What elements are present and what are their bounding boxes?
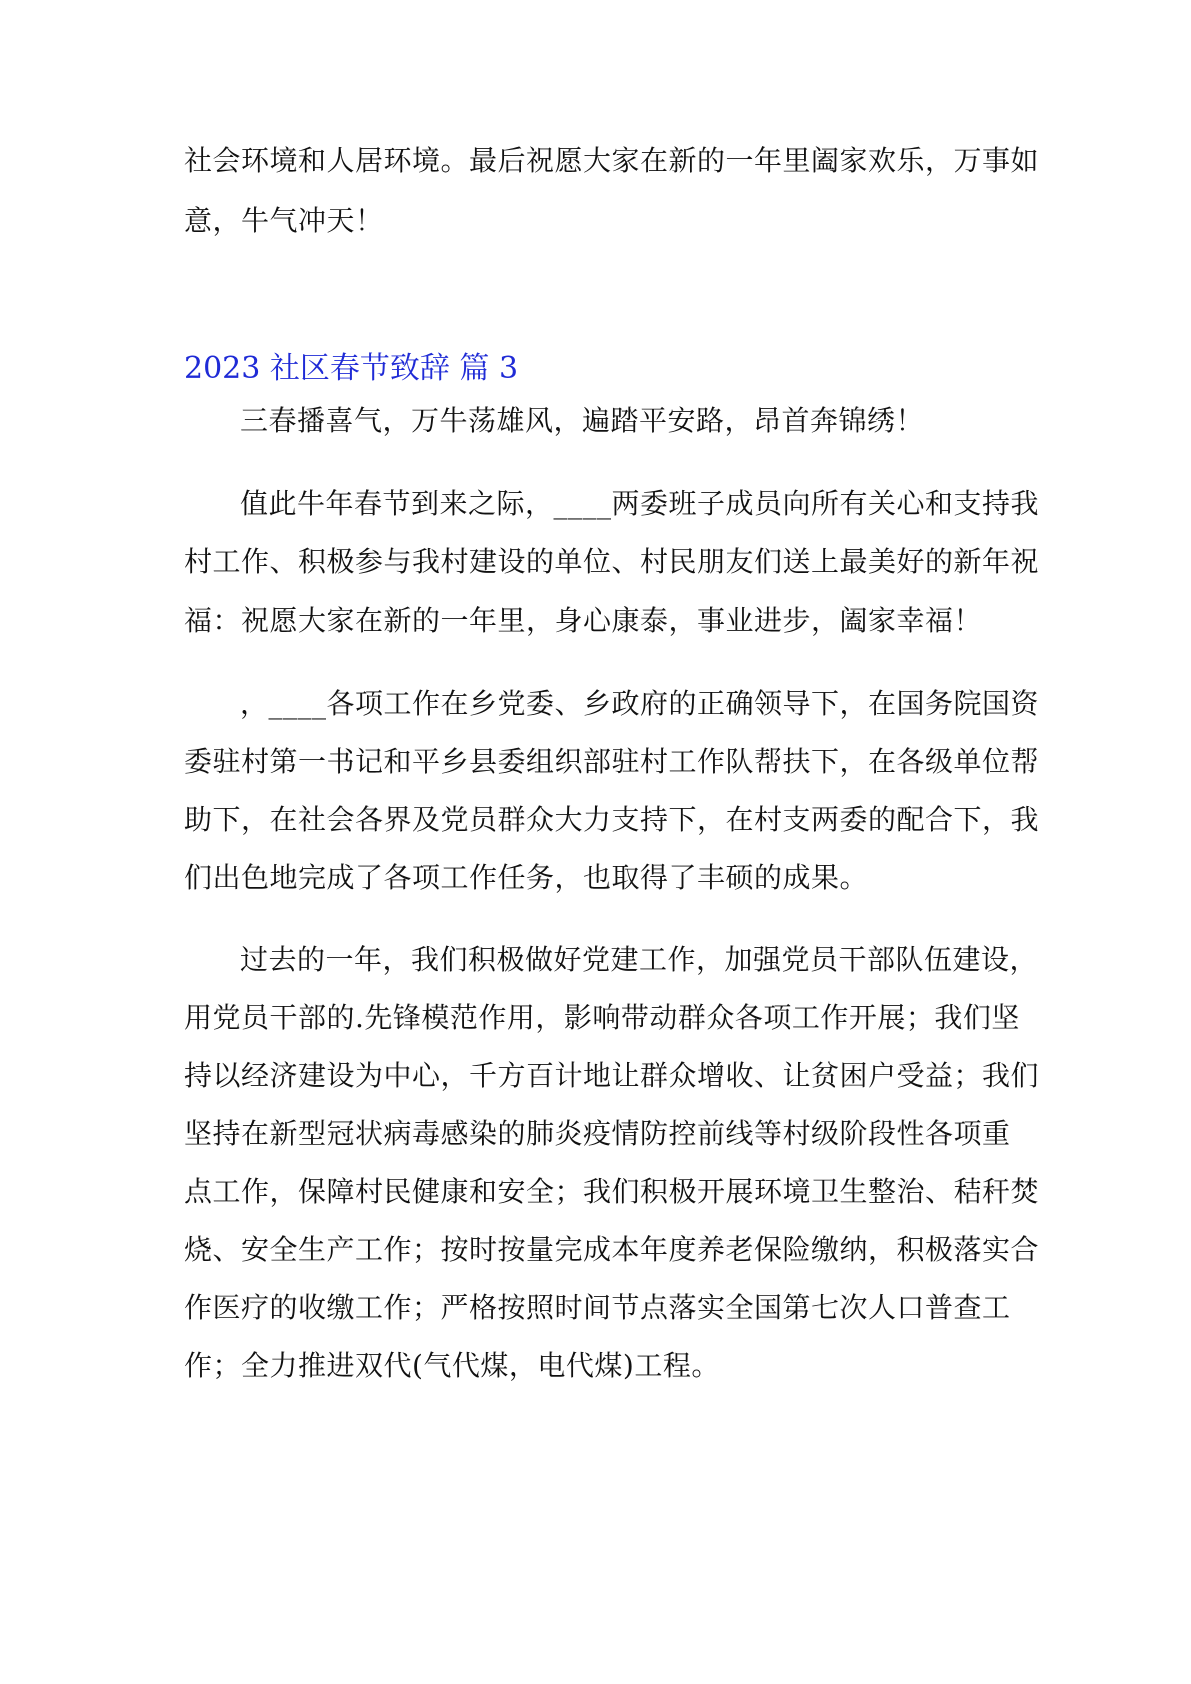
- paragraph-4-line-8: 作；全力推进双代(气代煤，电代煤)工程。: [184, 1349, 720, 1382]
- paragraph-2-line-3: 福：祝愿大家在新的一年里，身心康泰，事业进步，阖家幸福！: [184, 604, 983, 637]
- section-heading: 2023 社区春节致辞 篇 3: [184, 351, 519, 386]
- paragraph-4-line-7: 作医疗的收缴工作；严格按照时间节点落实全国第七次人口普查工: [184, 1291, 1011, 1324]
- paragraph-2-line-1: 值此牛年春节到来之际，____两委班子成员向所有关心和支持我: [240, 487, 1040, 520]
- continuation-line-1: 社会环境和人居环境。最后祝愿大家在新的一年里阖家欢乐，万事如: [184, 144, 1040, 177]
- paragraph-4-line-6: 烧、安全生产工作；按时按量完成本年度养老保险缴纳，积极落实合: [184, 1233, 1040, 1266]
- paragraph-1-line-1: 三春播喜气，万牛荡雄风，遍踏平安路，昂首奔锦绣！: [240, 404, 925, 437]
- paragraph-3-line-4: 们出色地完成了各项工作任务，也取得了丰硕的成果。: [184, 861, 869, 894]
- paragraph-4-line-1: 过去的一年，我们积极做好党建工作，加强党员干部队伍建设，: [240, 943, 1039, 976]
- paragraph-3-line-3: 助下，在社会各界及党员群众大力支持下，在村支两委的配合下，我: [184, 803, 1040, 836]
- paragraph-4-line-3: 持以经济建设为中心，千方百计地让群众增收、让贫困户受益；我们: [184, 1059, 1040, 1092]
- paragraph-4-line-5: 点工作，保障村民健康和安全；我们积极开展环境卫生整治、秸秆焚: [184, 1175, 1040, 1208]
- paragraph-4-line-4: 坚持在新型冠状病毒感染的肺炎疫情防控前线等村级阶段性各项重: [184, 1117, 1011, 1150]
- paragraph-3-line-2: 委驻村第一书记和平乡县委组织部驻村工作队帮扶下，在各级单位帮: [184, 745, 1040, 778]
- paragraph-3-line-1: ，____各项工作在乡党委、乡政府的正确领导下，在国务院国资: [240, 687, 1040, 720]
- paragraph-4-line-2: 用党员干部的.先锋模范作用，影响带动群众各项工作开展；我们坚: [184, 1001, 1020, 1034]
- continuation-line-2: 意，牛气冲天！: [184, 204, 384, 237]
- paragraph-2-line-2: 村工作、积极参与我村建设的单位、村民朋友们送上最美好的新年祝: [184, 545, 1040, 578]
